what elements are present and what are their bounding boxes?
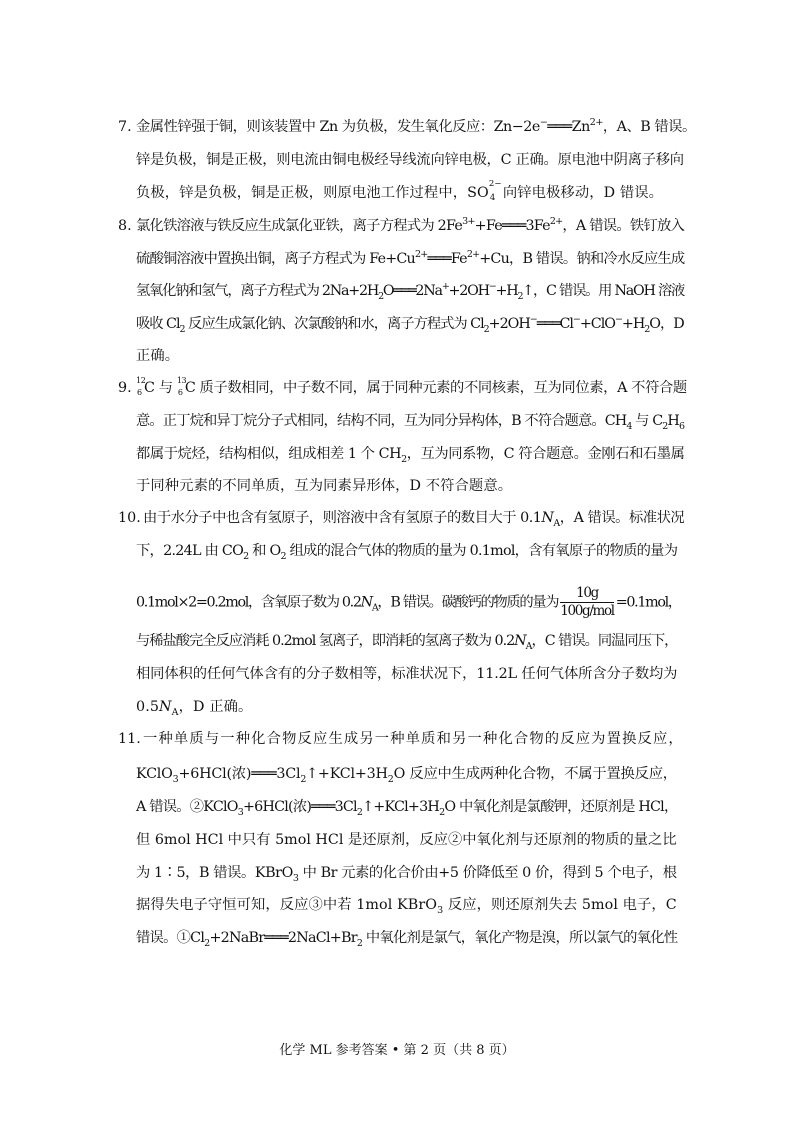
answer-line: 锌是负极，铜是正极，则电流由铜电极经导线流向锌电极，C 正确。原电池中阴离子移向 [136,152,684,168]
answer-line: 负极，锌是负极，铜是正极，则原电池工作过程中，SO 2− 4 向锌电极移动，D 错误。 [136,179,664,203]
answer-line: 一种单质与一种化合物反应生成另一种单质和另一种化合物的反应为置换反应， [143,731,684,747]
answer-line: 下，2.24L 由 $CO_2$ 和 $O_2$ 组成的混合气体的物质的量为 0.1mol，含有氧原子的物质的量为 [136,543,678,562]
answer-line: 与稀盐酸完全反应消耗 0.2mol 氢离子，即消耗的氢离子数为 $0.2N_A$，C 错误。同温同压下， [136,633,678,652]
page-footer: 化学 ML 参考答案 • 第 2 页（共 8 页） [279,1043,515,1058]
answer-line: $0.5N_A$，D 正确。 [136,699,253,718]
answer-line: KClO$_3$+6HCl(浓)$═══3Cl_2↑+KCl+3H_2O$ 反应中生成两种化合物，不属于置换反应， [136,766,677,785]
answer-line: 但 6mol HCl 中只有 5mol HCl 是还原剂，反应②中氧化剂与还原剂的物质的量之比 [136,832,677,848]
answer-line: 0.1mol×2=0.2mol，含氧原子数为 $0.2N_A$，B 错误。碳酸钙的物质的量为 $\frac{10g}{\text{100g/mol}}$ =0.1mol， [136,585,681,619]
item-number: 7. [118,119,132,135]
answer-line: 据得失电子守恒可知，反应③中若 1mol KBrO$_3$ 反应，则还原剂失去 5mol 电子，C [136,897,677,916]
answer-line: A 错误。②KClO$_3$+6HCl(浓)$═══3Cl_2↑+KCl+3H_2O$ 中氧化剂是氯酸钾，还原剂是 HCl， [136,799,678,818]
answer-line: 意。正丁烷和异丁烷分子式相同，结构不同，互为同分异构体，B 不符合题意。$CH_4$ 与 $C_2H_6$ [136,413,685,432]
answer-line: 错误。$①Cl_2+2NaBr═══2NaCl+Br_2$ 中氧化剂是氯气，氧化产物是溴，所以氯气的氧化性 [136,930,678,949]
item-number: 11. [118,731,141,747]
answer-line: 正确。 [136,348,180,364]
item-number: 8. [118,218,132,234]
answer-line: 氯化铁溶液与铁反应生成氯化亚铁，离子方程式为 $2Fe^{3+}+Fe═══3Fe^{2+}$，A 错误。铁钉放入 [136,216,685,234]
answer-line: 金属性锌强于铜，则该装置中 Zn 为负极，发生氧化反应：$Zn-2e^-═══Zn^{2+}$，A、B 错误。 [136,117,696,135]
answer-line: 都属于烷烃，结构相似，组成相差 1 个 $CH_2$，互为同系物，C 符合题意。金刚石和石墨属 [136,446,685,465]
answer-line: 吸收 $Cl_2$ 反应生成氯化钠、次氯酸钠和水，离子方程式为 $Cl_2+2OH^-═══Cl^-+ClO^-+H_2O$，D [136,314,684,335]
answer-line: 为 1∶5，B 错误。KBrO$_3$ 中 Br 元素的化合价由+5 价降低至 0 价，得到 5 个电子，根 [136,865,677,884]
answer-line: 由于水分子中也含有氢原子，则溶液中含有氢原子的数目大于 $0.1N_A$，A 错误。标准状况 [143,510,685,529]
answer-line: 相同体积的任何气体含有的分子数相等，标准状况下，11.2L 任何气体所含分子数均为 [136,666,678,682]
answer-line: 硫酸铜溶液中置换出铜，离子方程式为 $Fe+Cu^{2+}═══Fe^{2+}+Cu$，B 错误。钠和冷水反应生成 [136,249,685,267]
answer-line: 于同种元素的不同单质，互为同素异形体，D 不符合题意。 [136,478,513,494]
answer-line: 12 6 C 与 13 6 C 质子数相同，中子数不同，属于同种元素的不同核素，互为同位素，A 不符合题 [136,376,687,397]
answer-line: 氢氧化钠和氢气，离子方程式为 $2Na+2H_2O═══2Na^++2OH^-+H_2↑$，C 错误。用 NaOH 溶液 [136,281,685,302]
item-number: 9. [118,380,132,396]
item-number: 10. [118,510,141,526]
